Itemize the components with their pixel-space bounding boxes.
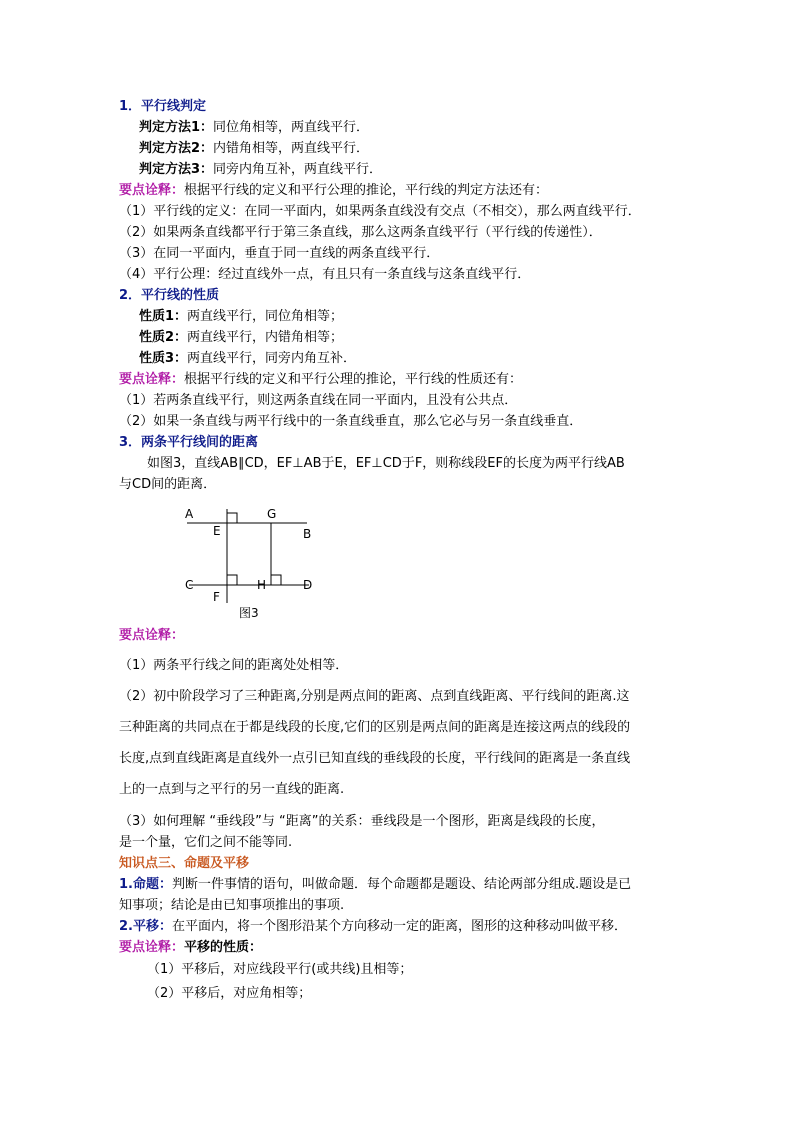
section-3-item-2-line-2: 三种距离的共同点在于都是线段的长度,它们的区别是两点间的距离是连接这两点的线段的	[119, 720, 631, 735]
section-3-item-2-line-4: 上的一点到与之平行的另一直线的距离.	[119, 782, 345, 797]
right-angle-h	[271, 575, 281, 585]
section-2-note: 要点诠释：根据平行线的定义和平行公理的推论，平行线的性质还有：	[119, 372, 523, 387]
translation-property-2: （2）平移后，对应角相等；	[147, 986, 312, 1001]
section-3-note-label: 要点诠释：	[119, 628, 185, 643]
section-4-title: 知识点三、命题及平移	[119, 856, 250, 871]
section-1-item-1: （1）平行线的定义：在同一平面内，如果两条直线没有交点（不相交），那么两直线平行．	[119, 204, 641, 219]
section-1-title: 1．平行线判定	[119, 99, 207, 114]
section-3-title: 3．两条平行线间的距离	[119, 435, 259, 450]
property-1: 性质1：两直线平行，同位角相等；	[139, 309, 344, 324]
label-d: D	[303, 578, 313, 592]
translation-property-1: （1）平移后，对应线段平行(或共线)且相等；	[147, 962, 413, 977]
section-4-note: 要点诠释：平移的性质：	[119, 940, 263, 955]
section-3-item-2-line-3: 长度,点到直线距离是直线外一点引已知直线的垂线段的长度，平行线间的距离是一条直线	[119, 751, 631, 766]
translation-definition: 2.平移：在平面内，将一个图形沿某个方向移动一定的距离，图形的这种移动叫做平移．	[119, 919, 627, 934]
label-f: F	[213, 590, 220, 604]
figure-caption: 图3	[239, 606, 259, 619]
proposition-line-1: 1.命题：判断一件事情的语句，叫做命题．每个命题都是题设、结论两部分组成.题设是已	[119, 877, 632, 892]
section-2-item-2: （2）如果一条直线与两平行线中的一条直线垂直，那么它必与另一条直线垂直．	[119, 414, 583, 429]
judge-method-2: 判定方法2：内错角相等，两直线平行．	[139, 141, 370, 156]
section-3-item-2-line-1: （2）初中阶段学习了三种距离,分别是两点间的距离、点到直线距离、平行线间的距离.这	[119, 689, 630, 704]
label-g: G	[267, 507, 277, 521]
label-b: B	[303, 527, 312, 541]
section-1-note: 要点诠释：根据平行线的定义和平行公理的推论，平行线的判定方法还有：	[119, 183, 549, 198]
proposition-line-2: 知事项；结论是由已知事项推出的事项.	[119, 898, 345, 913]
label-c: C	[185, 578, 194, 592]
section-1-item-2: （2）如果两条直线都平行于第三条直线，那么这两条直线平行（平行线的传递性）．	[119, 225, 602, 240]
right-angle-f	[227, 575, 237, 585]
section-3-item-1: （1）两条平行线之间的距离处处相等．	[119, 658, 349, 673]
judge-method-1: 判定方法1：同位角相等，两直线平行．	[139, 120, 370, 135]
figure-3	[149, 501, 329, 619]
section-2-title: 2．平行线的性质	[119, 288, 220, 303]
section-1-item-3: （3）在同一平面内，垂直于同一直线的两条直线平行．	[119, 246, 440, 261]
judge-method-3: 判定方法3：同旁内角互补，两直线平行．	[139, 162, 383, 177]
right-angle-e	[227, 513, 237, 523]
section-3-para-line-1: 如图3，直线AB∥CD，EF⊥AB于E，EF⊥CD于F，则称线段EF的长度为两平行线AB	[147, 456, 625, 471]
section-1-item-4: （4）平行公理：经过直线外一点，有且只有一条直线与这条直线平行．	[119, 267, 531, 282]
label-e: E	[213, 524, 221, 538]
property-2: 性质2：两直线平行，内错角相等；	[139, 330, 344, 345]
property-3: 性质3：两直线平行，同旁内角互补．	[139, 351, 357, 366]
document-page	[119, 96, 679, 1006]
section-3-para-line-2: 与CD间的距离．	[119, 477, 217, 492]
section-3-item-3-line-1: （3）如何理解 “垂线段”与 “距离”的关系：垂线段是一个图形，距离是线段的长度，	[119, 814, 605, 829]
figure-3-diagram	[149, 501, 329, 619]
label-h: H	[257, 578, 267, 592]
label-a: A	[185, 507, 194, 521]
section-3-item-3-line-2: 是一个量，它们之间不能等同.	[119, 835, 293, 850]
section-2-item-1: （1）若两条直线平行，则这两条直线在同一平面内，且没有公共点．	[119, 393, 518, 408]
